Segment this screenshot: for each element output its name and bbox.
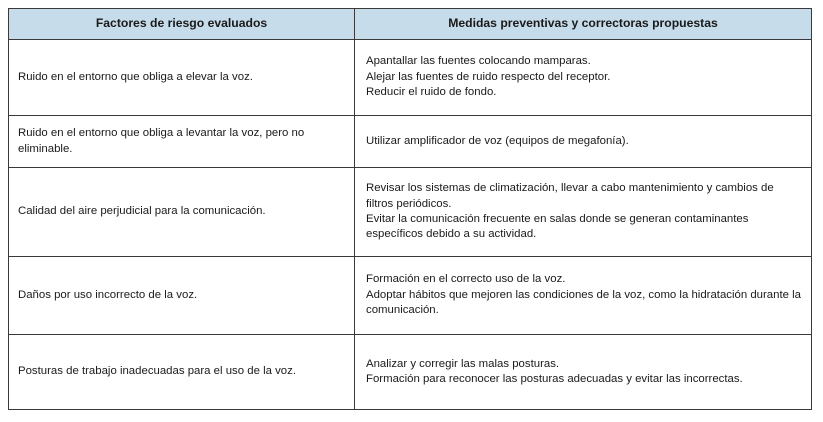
risk-factor-cell: Daños por uso incorrecto de la voz. [9,257,355,335]
table-row [9,116,812,168]
table-row [9,335,812,410]
header-measures: Medidas preventivas y correctoras propuestas [355,9,812,40]
header-risk-factors: Factores de riesgo evaluados [9,9,355,40]
measure-item: Evitar la comunicación frecuente en salas donde se generan contaminantes específicos debido a su actividad. [366,213,749,241]
measures-cell [355,40,812,116]
risk-factor-cell: Posturas de trabajo inadecuadas para el uso de la voz. [9,335,355,410]
risk-measures-table [8,8,812,410]
risk-factor-cell: Ruido en el entorno que obliga a elevar la voz. [9,40,355,116]
measure-item: Alejar las fuentes de ruido respecto del receptor. [366,70,611,83]
measure-item: Adoptar hábitos que mejoren las condiciones de la voz, como la hidratación durante la comunicación. [366,288,802,317]
table-row [9,168,812,257]
table-header-row [9,9,812,40]
table-row [9,40,812,116]
measure-item: Revisar los sistemas de climatización, llevar a cabo mantenimiento y cambios de filtros periódicos. [366,182,774,210]
table-row [9,257,812,335]
measures-cell [355,116,812,168]
measure-item: Apantallar las fuentes colocando mamparas. [366,55,591,68]
risk-factor-cell: Ruido en el entorno que obliga a levantar la voz, pero no eliminable. [9,116,355,168]
measures-cell [355,257,812,335]
measure-item: Analizar y corregir las malas posturas. [366,357,560,370]
measures-cell [355,335,812,410]
risk-factor-cell: Calidad del aire perjudicial para la comunicación. [9,168,355,257]
measure-item: Reducir el ruido de fondo. [366,86,497,99]
measure-item: Formación para reconocer las posturas adecuadas y evitar las incorrectas. [366,373,743,385]
measures-cell [355,168,812,257]
measure-item: Formación en el correcto uso de la voz. [366,273,566,286]
measure-item: Utilizar amplificador de voz (equipos de megafonía). [366,134,629,147]
